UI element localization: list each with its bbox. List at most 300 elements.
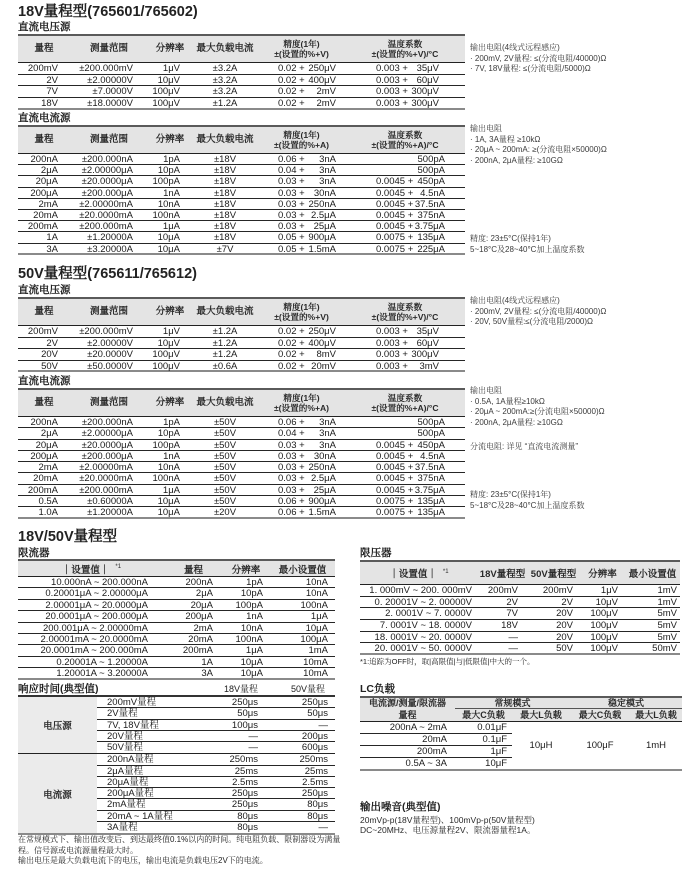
table-row (18, 485, 465, 496)
measure-range-cell: ±20.0000μA (81, 176, 133, 188)
accuracy-percent: 0.06 + (278, 507, 305, 519)
range-label: 7V, 18V量程 (107, 719, 159, 731)
temp-coef-offset: 4.5nA (420, 450, 445, 462)
max-load-cell: ±18V (213, 176, 237, 188)
temp-coef-value (376, 154, 445, 165)
table-row (97, 799, 335, 810)
accuracy-header (258, 130, 345, 151)
temp-coef-value (376, 451, 445, 462)
range-cell: 20mA (33, 209, 58, 221)
accuracy-value (278, 485, 336, 496)
accuracy-value (278, 199, 336, 210)
table-row (18, 462, 465, 473)
temp-coef-offset: 135μA (417, 232, 445, 244)
temp-coef-value (376, 462, 445, 473)
setting-range-cell: 0. 20001V ~ 2. 00000V (374, 596, 472, 608)
note-line: · 200nA, 2μA量程: ≥10GΩ (470, 155, 563, 165)
response-50v-value: 250μs (301, 788, 328, 799)
accuracy-offset: 3nA (319, 417, 336, 428)
temp-coef-cell (345, 440, 465, 451)
accuracy-percent: 0.03 + (278, 439, 305, 451)
resolution-cell: 100μV (590, 631, 618, 643)
header-label: 温度系数 (387, 129, 423, 140)
max-load-cell: ±50V (213, 428, 237, 440)
temp-coef-value (376, 86, 439, 98)
temp-coef-offset: 35μV (416, 63, 439, 74)
accuracy-offset: 900μA (308, 232, 336, 244)
header-label: 温度系数 (387, 392, 423, 403)
range-18v-model-cell: 18V (501, 620, 518, 632)
accuracy-offset: 25μA (313, 484, 336, 496)
temp-coef-percent: 0.0075 + (376, 496, 414, 508)
max-load-header (192, 398, 258, 409)
min-setting-cell: 100μA (300, 633, 328, 645)
temp-coef-percent: 0.003 + (376, 63, 408, 74)
temp-coef-value (376, 165, 445, 176)
table-row (360, 608, 680, 620)
resolution-cell: 10pA (157, 165, 180, 177)
temp-coef-cell (345, 361, 465, 373)
accuracy-offset: 1.5mA (308, 507, 336, 519)
resolution-cell: 1pA (163, 417, 180, 428)
measure-range-cell: ±20.0000V (87, 349, 133, 360)
temp-coef-header (345, 130, 465, 151)
response-50v-value: 2.5ms (302, 776, 328, 788)
table-row (97, 777, 335, 788)
header-label: 最大负载电流 (196, 396, 254, 408)
resolution-cell: 100nA (152, 473, 180, 485)
measure-range-cell: ±18.0000V (87, 98, 133, 110)
range-label: 3A量程 (107, 821, 138, 833)
range-50v-model-cell: 20V (556, 631, 573, 643)
range-header (165, 562, 222, 576)
temp-coef-value (376, 349, 439, 361)
setting-range-cell: 7. 0001V ~ 18. 0000V (379, 620, 472, 632)
lc-header-range: 量程 (360, 709, 455, 722)
response-18v-value: 100μs (231, 719, 258, 731)
temp-coef-header (345, 393, 465, 414)
lc-header-stable-mode: 稳定模式 (570, 697, 682, 709)
temp-coef-offset: 300μV (411, 86, 439, 98)
temp-coef-value (376, 75, 439, 87)
response-50v-value: 250ms (299, 754, 328, 766)
temp-coef-header (345, 302, 465, 323)
accuracy-cell (258, 165, 345, 176)
temp-coef-cell (345, 154, 465, 165)
accuracy-value (278, 428, 336, 439)
resolution-cell: 10μA (157, 243, 180, 255)
accuracy-percent: 0.05 + (278, 232, 305, 244)
header-label: 18V量程型 (479, 569, 526, 580)
header-label: 最大负载电流 (196, 133, 254, 145)
range-cell: 2mA (38, 198, 58, 210)
measure-range-cell: ±200.000nA (81, 417, 133, 428)
setting-range-header (360, 566, 478, 580)
accuracy-offset: 400μV (308, 74, 336, 86)
range-label: 200mV量程 (107, 697, 157, 708)
lc-header-source: 电流源/测量/限流器 (360, 697, 455, 709)
temp-coef-value (376, 485, 445, 496)
table-row (18, 232, 465, 243)
accuracy-offset: 30nA (313, 450, 336, 462)
resolution-cell: 1pA (246, 577, 263, 588)
accuracy-cell (258, 473, 345, 484)
temp-coef-cell (345, 485, 465, 496)
accuracy-percent: 0.03 + (278, 187, 305, 199)
accuracy-cell (258, 232, 345, 243)
header-label: 分辨率 (155, 396, 185, 408)
accuracy-value (278, 462, 336, 473)
temp-coef-percent: 0.0045 + (376, 484, 414, 496)
resolution-cell: 100pA (152, 176, 180, 188)
response-18v-value: 250μs (231, 799, 258, 811)
measure-range-cell: ±2.00000μA (81, 165, 133, 177)
setting-range-cell: 20.0001mA ~ 200.000mA (40, 645, 148, 657)
accuracy-header (258, 393, 345, 414)
accuracy-offset: 8mV (316, 349, 336, 360)
min-setting-header (270, 562, 335, 576)
table-row (97, 754, 335, 765)
table-row (18, 244, 465, 255)
accuracy-value (278, 86, 336, 98)
accuracy-value (278, 507, 336, 518)
header-label: ±(设置的%+A)/°C (371, 403, 439, 413)
table-row (18, 326, 465, 338)
temp-coef-percent: 0.0045 + (376, 221, 414, 233)
temp-coef-percent: 0.0075 + (376, 243, 414, 255)
accuracy-offset: 20mV (311, 360, 336, 372)
range-cell: 2mA (38, 462, 58, 474)
lc-header-stable-max-l: 最大L负载 (630, 709, 682, 722)
accuracy-percent: 0.03 + (278, 176, 305, 188)
temp-coef-cell (345, 210, 465, 221)
range-label: 20V量程 (107, 730, 143, 742)
accuracy-value (278, 440, 336, 451)
accuracy-offset: 3nA (319, 439, 336, 451)
table-row (18, 361, 465, 373)
accuracy-offset: 3nA (319, 154, 336, 165)
setting-range-cell: 1.20001A ~ 3.20000A (56, 668, 148, 680)
min-setting-cell: 1mA (308, 645, 328, 657)
response-18v-value: 2.5ms (232, 776, 258, 788)
note-line: 20mVp-p(18V量程型)、100mVp-p(50V量程型) (360, 815, 535, 825)
temp-coef-offset: 450pA (417, 439, 445, 451)
accuracy-value (278, 165, 336, 176)
header-label: 温度系数 (387, 301, 423, 312)
resolution-cell: 100μV (152, 360, 180, 372)
header-label: 分辨率 (155, 305, 185, 317)
resolution-cell: 10nA (240, 622, 263, 634)
subtitle-voltage-limiter: 限压器 (360, 547, 392, 559)
header-label: 量程 (34, 305, 54, 317)
accuracy-percent: 0.02 + (278, 349, 305, 360)
subtitle-current-limiter: 限流器 (18, 547, 50, 559)
table-header (18, 299, 465, 326)
accuracy-value (278, 176, 336, 187)
temp-coef-offset: 375nA (417, 473, 445, 485)
response-18v-value: — (248, 730, 258, 742)
section-title-18v: 18V量程型(765601/765602) (18, 4, 198, 20)
accuracy-value (278, 496, 336, 507)
accuracy-offset: 2mV (316, 86, 336, 98)
temp-coef-value (376, 473, 445, 484)
accuracy-value (278, 349, 336, 361)
note-line: 输出电阻(4线式远程感应) (470, 296, 560, 305)
range-cell: 200μA (30, 450, 58, 462)
accuracy-cell (258, 338, 345, 350)
range-cell: 1A (201, 656, 213, 668)
output-noise-text (360, 815, 535, 835)
voltage-limiter-footnote: *1:追踪为OFF时，取|高限值|与|低限值|中大的一个。 (360, 657, 535, 666)
temp-coef-percent: 0.0045 + (376, 187, 414, 199)
temp-coef-offset: 300μV (411, 98, 439, 110)
group-label: 电流源 (18, 754, 97, 833)
resolution-header (222, 562, 270, 576)
max-load-cell: ±3.2A (212, 63, 238, 74)
table-18v-dc-current-source (18, 125, 465, 255)
accuracy-cell (258, 451, 345, 462)
setting-range-cell: 1. 000mV ~ 200. 000mV (369, 585, 472, 596)
accuracy-cell (258, 349, 345, 361)
table-row (97, 822, 335, 833)
lc-max-c-cell: 1μF (455, 746, 512, 758)
subtitle-dc-current-source-50v: 直流电流源 (18, 375, 71, 387)
range-18v-model-cell: 2V (506, 596, 518, 608)
table-row (18, 221, 465, 232)
accuracy-percent: 0.06 + (278, 417, 305, 428)
range-50v-model-cell: 20V (556, 608, 573, 620)
response-18v-value: 80μs (237, 810, 258, 822)
header-label: 50V量程型 (530, 569, 577, 580)
note-line: · 20V, 50V量程:≤(分流电阻/2000)Ω (470, 317, 594, 327)
resolution-cell: 1μV (162, 63, 180, 74)
header-label: ±(设置的%+A)/°C (371, 140, 439, 150)
table-row (97, 811, 335, 822)
accuracy-value (278, 210, 336, 221)
min-setting-cell: 1mV (657, 596, 677, 608)
accuracy-offset: 2.5μA (310, 473, 336, 485)
note-line: · 7V, 18V量程: ≤(分流电阻/5000)Ω (470, 64, 591, 74)
header-label: 量程 (34, 133, 54, 145)
header-label: 量程 (34, 42, 54, 54)
accuracy-cell (258, 176, 345, 187)
lc-header-row-1 (360, 697, 682, 709)
table-row (18, 210, 465, 221)
range-50v-model-cell: 2V (561, 596, 573, 608)
note-line: 在常规模式下、输出值改变后、到达最终值0.1%以内的时间。纯电阻负载、限制器设为满量程。信号源或电流源量程最大时。 (18, 835, 341, 855)
min-setting-cell: 1μA (310, 611, 328, 623)
header-label: 测量范围 (89, 133, 128, 145)
lc-stable-max-l: 1mH (630, 722, 682, 771)
temp-coef-offset: 450pA (417, 176, 445, 188)
max-load-cell: ±1.2A (212, 349, 238, 360)
range-cell: 200nA (185, 577, 213, 588)
accuracy-percent: 0.02 + (278, 326, 305, 337)
range-label: 2V量程 (107, 708, 138, 720)
temp-coef-cell (345, 221, 465, 232)
measure-range-cell: ±200.000nA (81, 154, 133, 165)
max-load-cell: ±3.2A (212, 74, 238, 86)
min-setting-cell: 5mV (657, 631, 677, 643)
setting-range-cell: 0.20001A ~ 1.20000A (56, 656, 148, 668)
lc-range-cell: 200nA ~ 2mA (360, 722, 455, 734)
accuracy-percent: 0.03 + (278, 484, 305, 496)
accuracy-percent: 0.06 + (278, 496, 305, 508)
temp-coef-cell (345, 244, 465, 255)
temp-coef-percent: 0.0045 + (376, 209, 414, 221)
response-50v-value: 50μs (307, 708, 328, 720)
response-col-50v: 50V量程 (290, 684, 325, 694)
resolution-cell: 10pA (157, 428, 180, 440)
accuracy-cell (258, 154, 345, 165)
min-setting-cell: 10nA (305, 588, 328, 600)
table-voltage-limiter (360, 560, 680, 655)
temp-coef-percent: 0.003 + (376, 337, 408, 349)
accuracy-percent: 0.02 + (278, 360, 305, 372)
range-cell: 200mV (27, 326, 58, 337)
temp-coef-offset: 500pA (417, 165, 445, 177)
subtitle-output-noise: 输出噪音(典型值) (360, 801, 441, 813)
header-label: ±(设置的%+V) (274, 312, 329, 322)
max-load-cell: ±18V (213, 154, 237, 165)
measure-range-cell: ±200.000μA (81, 450, 133, 462)
response-18v-value: 50μs (237, 708, 258, 720)
accuracy-cell (258, 86, 345, 98)
resolution-cell: 1μA (162, 221, 180, 233)
table-row (18, 657, 335, 668)
setting-range-cell: 20. 0001V ~ 50. 0000V (374, 643, 472, 655)
group-rows (97, 754, 335, 833)
range-cell: 20μA (190, 599, 213, 611)
resolution-cell: 1μV (162, 326, 180, 337)
setting-range-cell: 2. 0001V ~ 7. 0000V (385, 608, 472, 620)
header-label: ±(设置的%+V) (274, 49, 329, 59)
lc-header-stable-max-c: 最大C负载 (570, 709, 630, 722)
response-time-notes (18, 835, 350, 867)
range-18v-model-cell: — (508, 631, 518, 643)
temp-coef-offset: 3.75μA (414, 484, 445, 496)
temp-coef-offset: 37.5nA (414, 198, 445, 210)
range-18v-model-cell: 7V (506, 608, 518, 620)
temp-coef-cell (345, 176, 465, 187)
min-setting-cell: 5mV (657, 608, 677, 620)
accuracy-offset: 400μV (308, 337, 336, 349)
notes-18v-accuracy (470, 234, 584, 255)
resolution-cell: 10μA (240, 668, 263, 680)
resolution-cell: 1nA (163, 187, 180, 199)
measure-range-cell: ±200.000μA (81, 187, 133, 199)
response-50v-value: 600μs (301, 742, 328, 753)
accuracy-cell (258, 417, 345, 428)
max-load-cell: ±50V (213, 473, 237, 485)
temp-coef-value (376, 199, 445, 210)
max-load-cell: ±18V (213, 187, 237, 199)
footnote-mark: *1 (115, 564, 122, 571)
response-time-title: 响应时间(典型值) (18, 683, 99, 695)
table-header (18, 127, 465, 154)
range-cell: 200nA (30, 417, 58, 428)
lc-header-normal-max-c: 最大C负载 (455, 709, 512, 722)
table-row (18, 496, 465, 507)
accuracy-percent: 0.03 + (278, 221, 305, 233)
header-label: 最小设置值 (278, 564, 327, 576)
table-row (18, 165, 465, 176)
temp-coef-value (376, 210, 445, 221)
range-cell: 200μA (185, 611, 213, 623)
setting-range-cell: 2.00001mA ~ 20.0000mA (40, 633, 148, 645)
accuracy-cell (258, 428, 345, 439)
temp-coef-percent: 0.003 + (376, 349, 408, 360)
accuracy-percent: 0.02 + (278, 74, 305, 86)
measure-range-cell: ±200.000mA (79, 221, 133, 233)
temp-coef-cell (345, 98, 465, 110)
header-label: 精度(1年) (283, 392, 320, 403)
accuracy-header (258, 302, 345, 323)
max-load-cell: ±18V (213, 221, 237, 233)
resolution-cell: 100μV (152, 86, 180, 98)
note-line: 5~18°C及28~40°C加上温度系数 (470, 244, 585, 254)
range-18v-model-cell: 200mV (487, 585, 518, 596)
accuracy-offset: 250μV (308, 326, 336, 337)
header-label: 分辨率 (155, 42, 185, 54)
header-label: 测量范围 (89, 396, 128, 408)
table-row (18, 98, 465, 110)
notes-50v-current-output-resistance (470, 386, 605, 428)
measure-range-cell: ±2.00000mA (79, 462, 133, 474)
range-cell: 1.0A (38, 507, 58, 519)
setting-range-cell: 18. 0001V ~ 20. 0000V (374, 631, 472, 643)
resolution-cell: 1nA (246, 611, 263, 623)
resolution-cell: 1pA (163, 154, 180, 165)
response-18v-value: 250μs (231, 788, 258, 799)
max-load-cell: ±20V (213, 507, 237, 519)
note-line: · 1A, 3A量程 ≥10kΩ (470, 134, 541, 144)
setting-range-cell: 0.20001μA ~ 2.00000μA (45, 588, 148, 600)
range-50v-model-cell: 20V (556, 620, 573, 632)
lc-max-c-cell: 0.01μF (455, 722, 512, 734)
response-50v-value: — (318, 719, 328, 731)
resolution-cell: 10nA (157, 462, 180, 474)
table-row (18, 428, 465, 439)
temp-coef-value (376, 338, 439, 350)
accuracy-offset: 25μA (313, 221, 336, 233)
table-row (360, 597, 680, 609)
max-load-cell: ±18V (213, 209, 237, 221)
header-label: ±(设置的%+V)/°C (371, 49, 439, 59)
temp-coef-value (376, 63, 439, 75)
table-lc-load (360, 696, 682, 771)
measure-range-cell: ±2.00000V (87, 74, 133, 86)
max-load-cell: ±50V (213, 484, 237, 496)
note-line: 精度: 23±5°C(保持1年) (470, 234, 551, 243)
table-row (18, 75, 465, 87)
temp-coef-percent: 0.0045 + (376, 473, 414, 485)
accuracy-cell (258, 188, 345, 199)
resolution-cell: 1μV (600, 585, 618, 596)
temp-coef-percent: 0.003 + (376, 86, 408, 98)
accuracy-offset: 30nA (313, 187, 336, 199)
temp-coef-cell (345, 232, 465, 243)
accuracy-percent: 0.03 + (278, 209, 305, 221)
resolution-cell: 100nA (235, 633, 263, 645)
table-row (18, 600, 335, 611)
accuracy-percent: 0.02 + (278, 86, 305, 98)
range-50v-model-cell: 50V (556, 643, 573, 655)
range-cell: 50V (41, 360, 58, 372)
note-line: DC~20MHz、电压源量程2V、限流器量程1A。 (360, 825, 536, 835)
resolution-cell: 10nA (157, 198, 180, 210)
table-row (18, 473, 465, 484)
